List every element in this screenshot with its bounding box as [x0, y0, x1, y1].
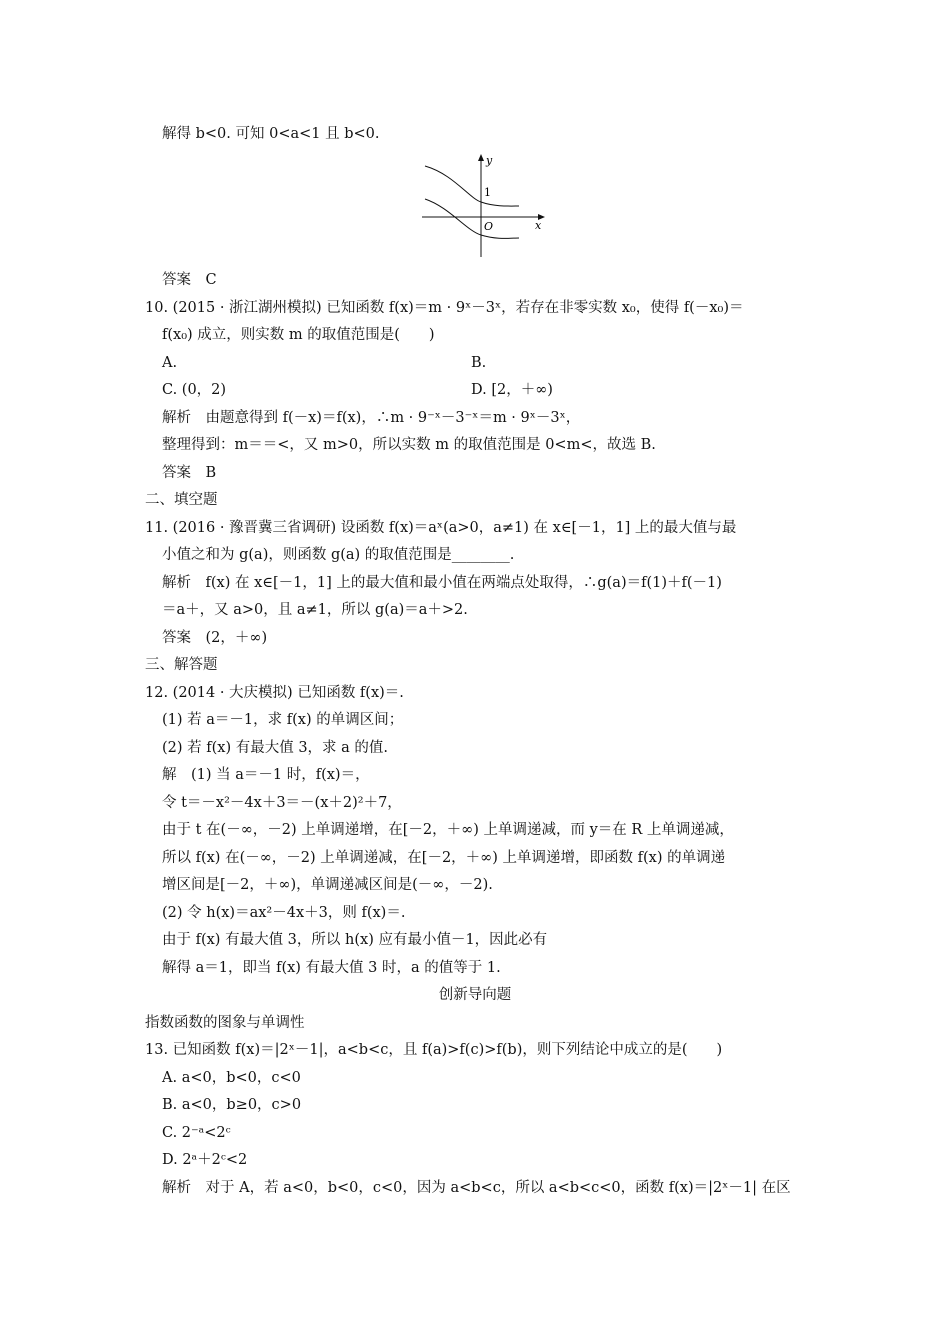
text-line: 增区间是[－2，＋∞)，单调递减区间是(－∞，－2). — [162, 877, 493, 893]
y-axis-label: y — [486, 154, 493, 167]
text-line: 所以 f(x) 在(－∞，－2) 上单调递减，在[－2，＋∞) 上单调递增，即函数 f(x) 的单调递 — [162, 850, 726, 866]
text-line: 令 t＝－x²－4x＋3＝－(x＋2)²＋7， — [162, 795, 402, 811]
text-line: 由于 t 在(－∞，－2) 上单调递增，在[－2，＋∞) 上单调递减，而 y＝在 R 上单调递减， — [162, 822, 734, 838]
section-heading: 指数函数的图象与单调性 — [145, 1015, 305, 1031]
text-line: 解得 b<0. 可知 0<a<1 且 b<0. — [162, 126, 380, 142]
text-line: 解得 a＝1，即当 f(x) 有最大值 3 时，a 的值等于 1. — [162, 960, 501, 976]
text-line: 12. (2014 · 大庆模拟) 已知函数 f(x)＝. — [145, 685, 404, 701]
text-line: A. a<0，b<0，c<0 — [162, 1070, 301, 1086]
exponential-graph — [417, 152, 557, 262]
text-line: B. — [471, 355, 487, 371]
text-line: 解 (1) 当 a＝－1 时，f(x)＝， — [162, 767, 370, 783]
text-line: 13. 已知函数 f(x)＝|2ˣ－1|，a<b<c，且 f(a)>f(c)>f(b)，则下列结论中成立的是( ) — [145, 1042, 723, 1058]
text-line: 答案 B — [162, 465, 217, 481]
text-line: 小值之和为 g(a)，则函数 g(a) 的取值范围是________. — [162, 547, 515, 563]
text-line: 解析 由题意得到 f(－x)＝f(x)，∴m · 9⁻ˣ－3⁻ˣ＝m · 9ˣ－3ˣ， — [162, 410, 581, 426]
curve-lower — [425, 199, 519, 238]
text-line: C. (0，2) — [162, 382, 227, 398]
text-line: 答案 C — [162, 272, 217, 288]
curve-upper — [425, 166, 519, 206]
text-line: 由于 f(x) 有最大值 3，所以 h(x) 应有最小值－1，因此必有 — [162, 932, 548, 948]
text-line: 解析 对于 A，若 a<0，b<0，c<0，因为 a<b<c，所以 a<b<c<0，函数 f(x)＝|2ˣ－1| 在区 — [162, 1180, 791, 1196]
text-line: 11. (2016 · 豫晋冀三省调研) 设函数 f(x)＝aˣ(a>0，a≠1) 在 x∈[－1，1] 上的最大值与最 — [145, 520, 737, 536]
section-heading: 二、填空题 — [145, 492, 218, 508]
text-line: B. a<0，b≥0，c>0 — [162, 1097, 302, 1113]
text-line: D. [2，＋∞) — [471, 382, 553, 398]
y-axis-arrow — [478, 154, 484, 161]
text-line: 10. (2015 · 浙江湖州模拟) 已知函数 f(x)＝m · 9ˣ－3ˣ，若存在非零实数 x₀，使得 f(－x₀)＝ — [145, 300, 744, 316]
text-line: (1) 若 a＝－1，求 f(x) 的单调区间； — [162, 712, 404, 728]
text-line: 解析 f(x) 在 x∈[－1，1] 上的最大值和最小值在两端点处取得，∴g(a)＝f(1)＋f(－1) — [162, 575, 722, 591]
text-line: (2) 令 h(x)＝ax²－4x＋3，则 f(x)＝. — [162, 905, 406, 921]
text-line: (2) 若 f(x) 有最大值 3，求 a 的值. — [162, 740, 389, 756]
section-heading: 三、解答题 — [145, 657, 218, 673]
x-axis-label: x — [535, 219, 542, 232]
section-title: 创新导向题 — [438, 987, 512, 1003]
one-tick-label: 1 — [484, 186, 491, 199]
text-line: D. 2ᵃ＋2ᶜ<2 — [162, 1152, 248, 1168]
text-line: A. — [162, 355, 178, 371]
text-line: 答案 (2，＋∞) — [162, 630, 268, 646]
text-line: C. 2⁻ᵃ<2ᶜ — [162, 1125, 231, 1141]
text-line: ＝a＋，又 a>0，且 a≠1，所以 g(a)＝a＋>2. — [162, 602, 468, 618]
text-line: 整理得到：m＝＝<，又 m>0，所以实数 m 的取值范围是 0<m<，故选 B. — [162, 437, 656, 453]
origin-label: O — [484, 220, 494, 233]
text-line: f(x₀) 成立，则实数 m 的取值范围是( ) — [162, 327, 435, 343]
